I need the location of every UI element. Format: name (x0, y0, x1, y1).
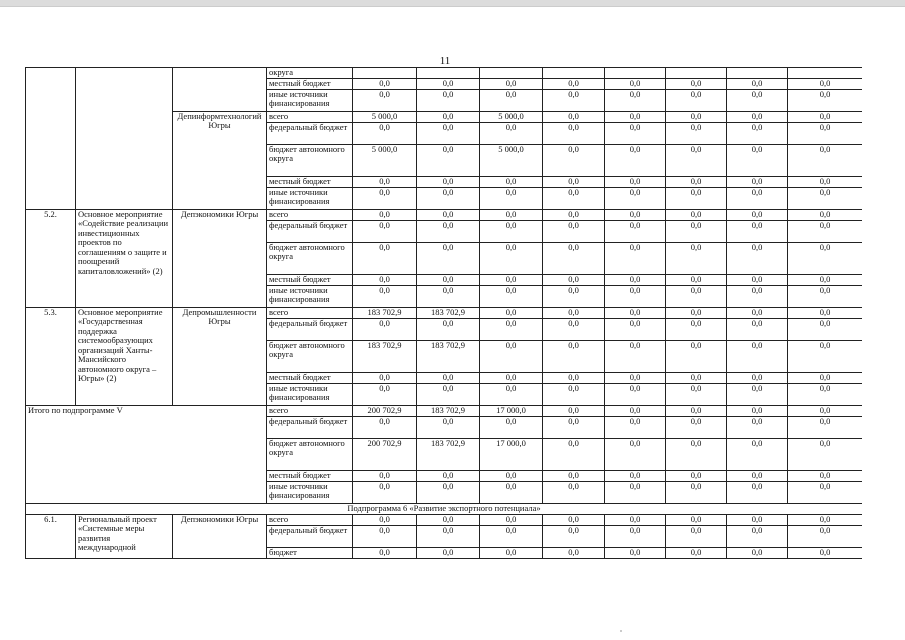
value-cell: 0,0 (727, 438, 788, 470)
value-cell: 0,0 (605, 481, 666, 503)
value-cell: 0,0 (727, 187, 788, 209)
value-cell: 0,0 (543, 144, 605, 176)
value-cell: 0,0 (666, 318, 727, 340)
value-cell: 0,0 (417, 481, 480, 503)
value-cell: 0,0 (605, 111, 666, 122)
value-cell: 0,0 (543, 525, 605, 547)
value-cell: 0,0 (353, 372, 417, 383)
subprogram-total-label: Итого по подпрограмме V (26, 405, 267, 503)
value-cell: 0,0 (353, 416, 417, 438)
value-cell: 0,0 (788, 176, 863, 187)
value-cell: 0,0 (666, 547, 727, 558)
value-cell: 0,0 (666, 78, 727, 89)
value-cell: 0,0 (727, 547, 788, 558)
funding-source-cell: иные источники финансирования (267, 285, 353, 307)
page-number: 11 (439, 55, 451, 67)
value-cell: 0,0 (543, 122, 605, 144)
value-cell: 0,0 (666, 340, 727, 372)
value-cell: 0,0 (417, 209, 480, 220)
value-cell: 0,0 (480, 285, 543, 307)
value-cell: 0,0 (666, 481, 727, 503)
value-cell: 0,0 (666, 242, 727, 274)
value-cell: 0,0 (727, 525, 788, 547)
value-cell (417, 68, 480, 79)
value-cell: 0,0 (353, 285, 417, 307)
value-cell: 0,0 (353, 78, 417, 89)
funding-source-cell: местный бюджет (267, 274, 353, 285)
value-cell: 0,0 (727, 176, 788, 187)
value-cell: 0,0 (727, 416, 788, 438)
value-cell: 0,0 (788, 144, 863, 176)
funding-source-cell: местный бюджет (267, 176, 353, 187)
value-cell: 0,0 (666, 89, 727, 111)
value-cell: 0,0 (788, 470, 863, 481)
empty-executor-cell (173, 68, 267, 112)
funding-source-cell: местный бюджет (267, 372, 353, 383)
table-row (26, 307, 863, 318)
value-cell: 0,0 (417, 547, 480, 558)
value-cell: 0,0 (788, 383, 863, 405)
value-cell: 0,0 (353, 547, 417, 558)
value-cell: 0,0 (417, 372, 480, 383)
budget-table (25, 67, 862, 559)
value-cell: 0,0 (666, 144, 727, 176)
value-cell: 0,0 (605, 176, 666, 187)
value-cell: 0,0 (543, 187, 605, 209)
value-cell: 0,0 (543, 307, 605, 318)
value-cell: 0,0 (353, 514, 417, 525)
value-cell: 0,0 (666, 438, 727, 470)
value-cell: 17 000,0 (480, 438, 543, 470)
value-cell: 0,0 (788, 187, 863, 209)
value-cell: 0,0 (605, 340, 666, 372)
value-cell: 0,0 (480, 372, 543, 383)
value-cell: 0,0 (543, 470, 605, 481)
value-cell: 0,0 (543, 340, 605, 372)
value-cell: 0,0 (666, 525, 727, 547)
funding-source-cell: иные источники финансирования (267, 89, 353, 111)
value-cell: 0,0 (543, 242, 605, 274)
value-cell: 0,0 (727, 372, 788, 383)
empty-name-cell (76, 68, 173, 210)
value-cell: 0,0 (605, 525, 666, 547)
value-cell: 0,0 (605, 242, 666, 274)
value-cell: 0,0 (353, 89, 417, 111)
value-cell: 0,0 (353, 220, 417, 242)
funding-source-cell: бюджет автономного округа (267, 242, 353, 274)
measure-number-cell: 5.2. (26, 209, 76, 307)
value-cell: 0,0 (788, 122, 863, 144)
value-cell: 0,0 (605, 89, 666, 111)
value-cell: 0,0 (543, 481, 605, 503)
value-cell: 0,0 (788, 340, 863, 372)
value-cell: 0,0 (417, 285, 480, 307)
funding-source-cell: местный бюджет (267, 78, 353, 89)
value-cell: 0,0 (605, 514, 666, 525)
funding-source-cell: федеральный бюджет (267, 525, 353, 547)
value-cell: 5 000,0 (480, 144, 543, 176)
value-cell: 0,0 (480, 470, 543, 481)
value-cell: 0,0 (480, 514, 543, 525)
measure-name-cell: Основное мероприятие «Государственная поддержка системообразующих организаций Ханты-Мансийского автономного округа – Югры» (2) (76, 307, 173, 405)
funding-source-cell: бюджет (267, 547, 353, 558)
value-cell (480, 68, 543, 79)
value-cell: 0,0 (543, 318, 605, 340)
funding-source-cell: всего (267, 405, 353, 416)
value-cell: 0,0 (605, 187, 666, 209)
measure-number-cell: 5.3. (26, 307, 76, 405)
value-cell: 0,0 (788, 481, 863, 503)
value-cell: 0,0 (788, 242, 863, 274)
value-cell: 0,0 (353, 470, 417, 481)
value-cell: 0,0 (605, 220, 666, 242)
subprogram-row (26, 503, 863, 514)
funding-source-cell: бюджет автономного округа (267, 144, 353, 176)
measure-name-cell: Основное мероприятие «Содействие реализации инвестиционных проектов по соглашениям о защите и поощрений капиталовложений» (2) (76, 209, 173, 307)
value-cell: 0,0 (543, 89, 605, 111)
value-cell: 0,0 (788, 372, 863, 383)
value-cell: 0,0 (788, 307, 863, 318)
value-cell: 0,0 (480, 525, 543, 547)
value-cell: 0,0 (543, 209, 605, 220)
value-cell: 0,0 (727, 318, 788, 340)
value-cell: 0,0 (788, 78, 863, 89)
value-cell: 0,0 (727, 274, 788, 285)
value-cell: 0,0 (605, 307, 666, 318)
value-cell: 0,0 (353, 242, 417, 274)
value-cell (543, 68, 605, 79)
value-cell: 0,0 (480, 274, 543, 285)
value-cell: 0,0 (353, 481, 417, 503)
value-cell: 0,0 (666, 209, 727, 220)
value-cell: 0,0 (605, 209, 666, 220)
value-cell: 0,0 (417, 78, 480, 89)
value-cell: 0,0 (605, 122, 666, 144)
value-cell: 0,0 (727, 383, 788, 405)
value-cell: 0,0 (480, 89, 543, 111)
value-cell: 183 702,9 (417, 307, 480, 318)
value-cell: 0,0 (417, 111, 480, 122)
value-cell: 0,0 (788, 514, 863, 525)
value-cell: 0,0 (666, 176, 727, 187)
measure-number-cell: 6.1. (26, 514, 76, 558)
page-bottom-margin (0, 596, 905, 640)
value-cell: 0,0 (543, 416, 605, 438)
value-cell: 0,0 (605, 285, 666, 307)
value-cell: 0,0 (417, 220, 480, 242)
value-cell: 17 000,0 (480, 405, 543, 416)
funding-source-cell: федеральный бюджет (267, 318, 353, 340)
value-cell: 0,0 (353, 525, 417, 547)
value-cell: 0,0 (605, 405, 666, 416)
value-cell: 0,0 (727, 470, 788, 481)
value-cell: 200 702,9 (353, 438, 417, 470)
table-row (26, 514, 863, 525)
value-cell: 0,0 (666, 285, 727, 307)
value-cell: 0,0 (480, 220, 543, 242)
value-cell: 0,0 (666, 187, 727, 209)
value-cell: 0,0 (480, 416, 543, 438)
value-cell: 183 702,9 (417, 438, 480, 470)
executor-cell: Депинформтехнологий Югры (173, 111, 267, 209)
value-cell: 0,0 (353, 318, 417, 340)
value-cell: 0,0 (727, 307, 788, 318)
value-cell: 0,0 (727, 242, 788, 274)
value-cell: 0,0 (417, 242, 480, 274)
value-cell: 183 702,9 (417, 405, 480, 416)
value-cell: 0,0 (727, 481, 788, 503)
table-row (26, 209, 863, 220)
executor-cell: Депэкономики Югры (173, 209, 267, 307)
value-cell: 0,0 (666, 383, 727, 405)
value-cell: 0,0 (605, 78, 666, 89)
value-cell (788, 68, 863, 79)
value-cell: 0,0 (543, 372, 605, 383)
value-cell: 5 000,0 (480, 111, 543, 122)
value-cell: 0,0 (605, 318, 666, 340)
value-cell: 0,0 (480, 547, 543, 558)
value-cell: 0,0 (543, 405, 605, 416)
value-cell (353, 68, 417, 79)
value-cell: 200 702,9 (353, 405, 417, 416)
value-cell: 0,0 (788, 89, 863, 111)
subprogram-6-title: Подпрограмма 6 «Развитие экспортного потенциала» (26, 503, 863, 514)
value-cell: 5 000,0 (353, 111, 417, 122)
value-cell: 0,0 (543, 78, 605, 89)
value-cell: 0,0 (543, 438, 605, 470)
value-cell: 5 000,0 (353, 144, 417, 176)
value-cell: 183 702,9 (353, 340, 417, 372)
value-cell: 0,0 (605, 274, 666, 285)
table-row (26, 405, 863, 416)
measure-name-cell: Региональный проект «Системные меры развития международной (76, 514, 173, 558)
value-cell: 0,0 (605, 383, 666, 405)
value-cell: 0,0 (666, 405, 727, 416)
value-cell: 0,0 (417, 416, 480, 438)
value-cell: 0,0 (480, 307, 543, 318)
value-cell (727, 68, 788, 79)
scan-line (0, 6, 905, 7)
value-cell: 0,0 (543, 383, 605, 405)
funding-source-cell: федеральный бюджет (267, 416, 353, 438)
value-cell: 0,0 (417, 525, 480, 547)
value-cell: 0,0 (417, 274, 480, 285)
value-cell: 0,0 (417, 383, 480, 405)
value-cell: 0,0 (543, 176, 605, 187)
value-cell: 0,0 (788, 416, 863, 438)
value-cell: 0,0 (353, 383, 417, 405)
value-cell: 0,0 (417, 176, 480, 187)
value-cell: 0,0 (666, 372, 727, 383)
funding-source-cell: всего (267, 209, 353, 220)
value-cell: 0,0 (480, 187, 543, 209)
funding-source-cell: бюджет автономного округа (267, 340, 353, 372)
value-cell: 0,0 (727, 89, 788, 111)
value-cell: 0,0 (666, 514, 727, 525)
funding-source-cell: всего (267, 111, 353, 122)
value-cell: 0,0 (543, 220, 605, 242)
value-cell: 0,0 (480, 176, 543, 187)
value-cell: 0,0 (417, 144, 480, 176)
value-cell: 0,0 (727, 220, 788, 242)
value-cell: 0,0 (727, 340, 788, 372)
value-cell (666, 68, 727, 79)
value-cell: 0,0 (788, 547, 863, 558)
value-cell: 0,0 (727, 122, 788, 144)
value-cell: 0,0 (727, 209, 788, 220)
value-cell: 0,0 (480, 481, 543, 503)
budget-table-sheet (25, 67, 862, 593)
value-cell: 183 702,9 (417, 340, 480, 372)
empty-number-cell (26, 68, 76, 210)
value-cell: 0,0 (543, 547, 605, 558)
value-cell: 0,0 (480, 318, 543, 340)
value-cell: 0,0 (666, 122, 727, 144)
value-cell: 0,0 (480, 383, 543, 405)
value-cell: 0,0 (788, 220, 863, 242)
value-cell: 0,0 (417, 514, 480, 525)
value-cell: 0,0 (788, 438, 863, 470)
value-cell: 0,0 (543, 285, 605, 307)
value-cell: 0,0 (727, 111, 788, 122)
value-cell: 0,0 (727, 405, 788, 416)
funding-source-cell: федеральный бюджет (267, 220, 353, 242)
value-cell (605, 68, 666, 79)
value-cell: 0,0 (543, 274, 605, 285)
value-cell: 0,0 (788, 285, 863, 307)
value-cell: 0,0 (480, 340, 543, 372)
value-cell: 0,0 (666, 416, 727, 438)
value-cell: 0,0 (480, 242, 543, 274)
value-cell: 0,0 (788, 209, 863, 220)
funding-source-cell: всего (267, 307, 353, 318)
value-cell: 0,0 (353, 274, 417, 285)
value-cell: 0,0 (788, 274, 863, 285)
value-cell: 0,0 (605, 547, 666, 558)
funding-source-cell: иные источники финансирования (267, 187, 353, 209)
value-cell: 0,0 (480, 122, 543, 144)
value-cell: 0,0 (666, 470, 727, 481)
value-cell: 0,0 (480, 209, 543, 220)
value-cell: 0,0 (417, 122, 480, 144)
value-cell: 0,0 (543, 514, 605, 525)
value-cell: 0,0 (353, 122, 417, 144)
value-cell: 0,0 (605, 416, 666, 438)
funding-source-cell: федеральный бюджет (267, 122, 353, 144)
value-cell: 0,0 (788, 405, 863, 416)
value-cell: 0,0 (417, 470, 480, 481)
value-cell: 0,0 (480, 78, 543, 89)
funding-source-cell: иные источники финансирования (267, 481, 353, 503)
value-cell: 0,0 (605, 144, 666, 176)
scan-speck (620, 630, 622, 632)
value-cell: 0,0 (605, 470, 666, 481)
value-cell: 0,0 (605, 438, 666, 470)
executor-cell: Депромышленности Югры (173, 307, 267, 405)
value-cell: 0,0 (417, 89, 480, 111)
value-cell: 0,0 (727, 285, 788, 307)
value-cell: 0,0 (353, 187, 417, 209)
funding-source-cell: иные источники финансирования (267, 383, 353, 405)
funding-source-cell: бюджет автономного округа (267, 438, 353, 470)
value-cell: 183 702,9 (353, 307, 417, 318)
value-cell: 0,0 (605, 372, 666, 383)
value-cell: 0,0 (543, 111, 605, 122)
value-cell: 0,0 (666, 307, 727, 318)
funding-source-cell: округа (267, 68, 353, 79)
value-cell: 0,0 (666, 220, 727, 242)
table-row (26, 68, 863, 79)
value-cell: 0,0 (727, 514, 788, 525)
executor-cell: Депэкономики Югры (173, 514, 267, 558)
funding-source-cell: местный бюджет (267, 470, 353, 481)
value-cell: 0,0 (666, 111, 727, 122)
value-cell: 0,0 (788, 111, 863, 122)
value-cell: 0,0 (417, 187, 480, 209)
value-cell: 0,0 (788, 525, 863, 547)
value-cell: 0,0 (417, 318, 480, 340)
funding-source-cell: всего (267, 514, 353, 525)
value-cell: 0,0 (666, 274, 727, 285)
value-cell: 0,0 (353, 176, 417, 187)
value-cell: 0,0 (727, 144, 788, 176)
value-cell: 0,0 (788, 318, 863, 340)
value-cell: 0,0 (353, 209, 417, 220)
value-cell: 0,0 (727, 78, 788, 89)
